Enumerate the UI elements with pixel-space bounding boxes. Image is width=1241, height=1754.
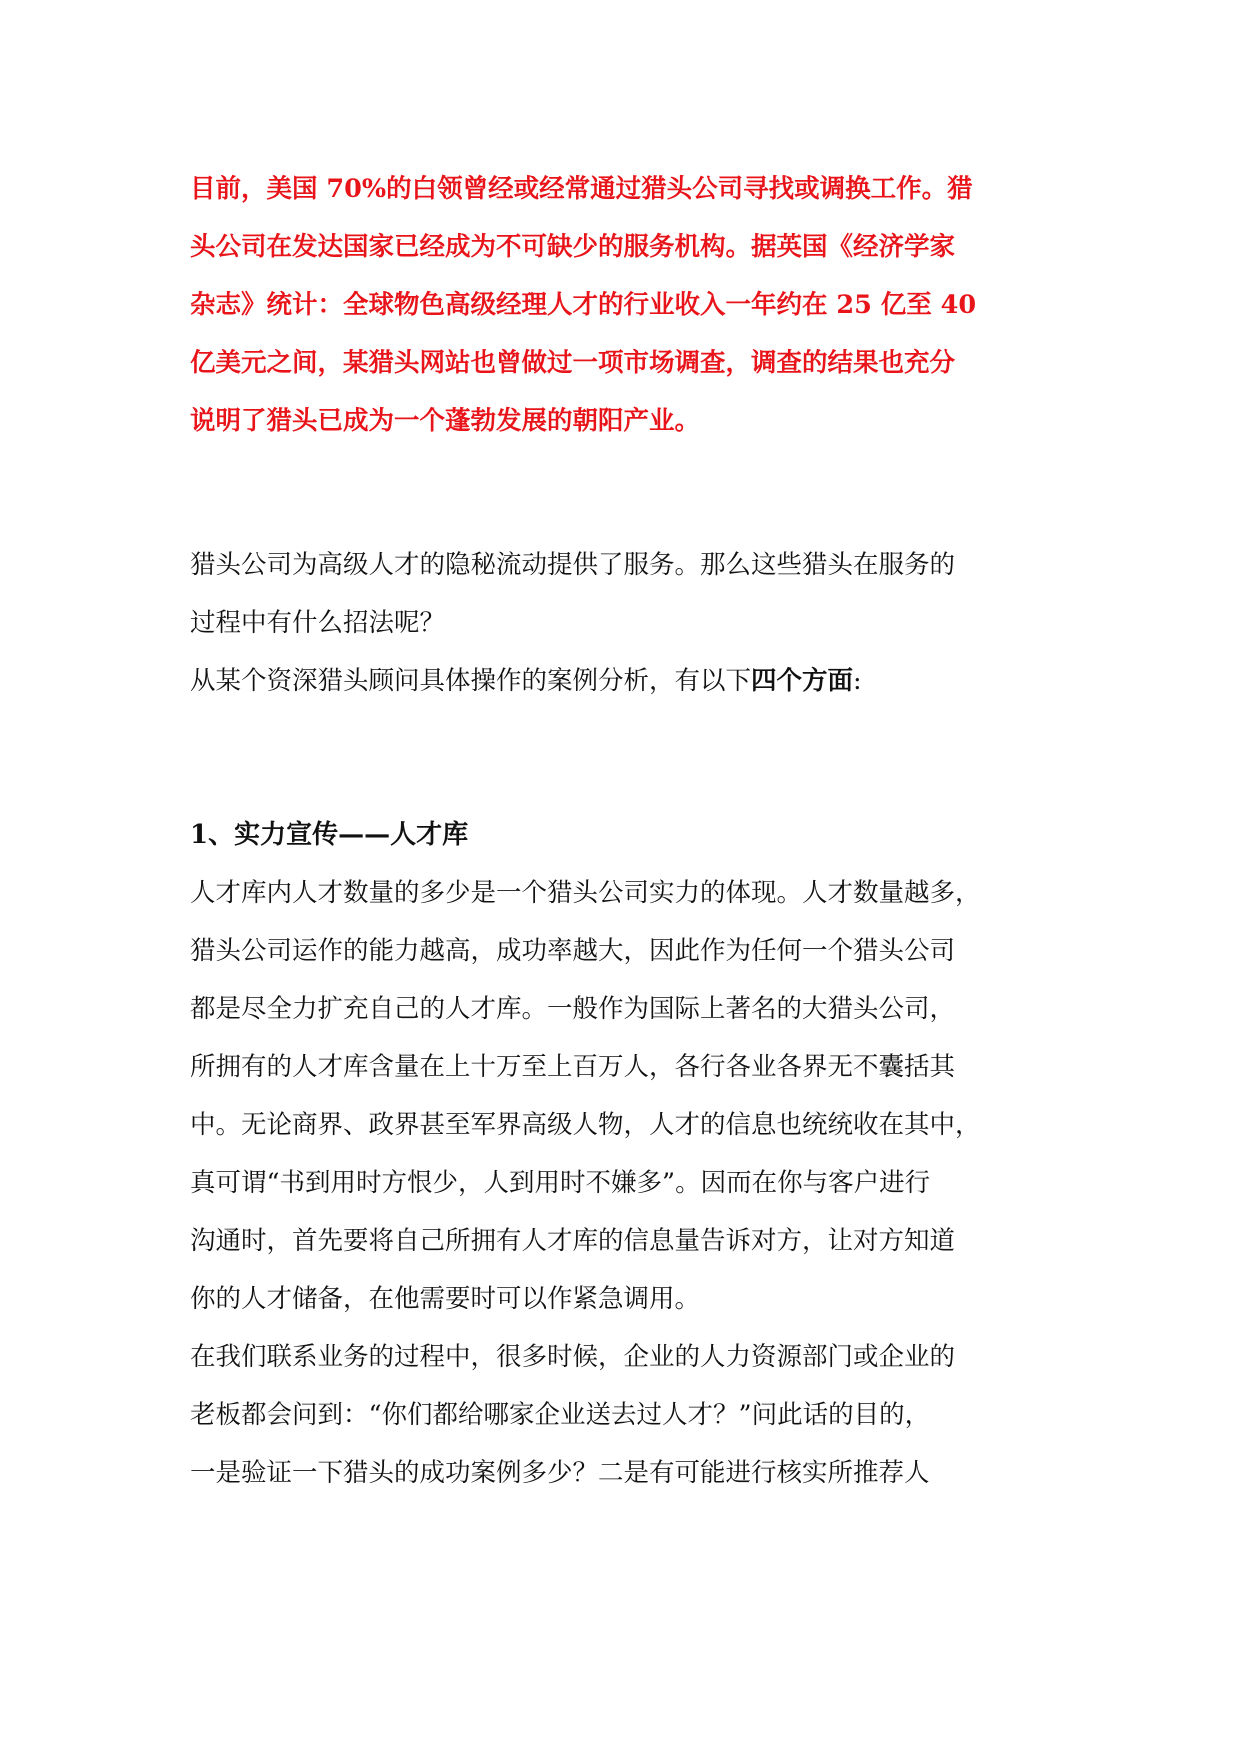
- intro-line: 说明了猎头已成为一个蓬勃发展的朝阳产业。: [190, 406, 701, 436]
- paragraph-talent-pool: [190, 864, 1070, 1328]
- intro-line: 杂志》统计：全球物色高级经理人才的行业收入一年约在 25 亿至 40: [190, 290, 977, 320]
- four-aspects-prefix: 从某个资深猎头顾问具体操作的案例分析，有以下: [190, 666, 752, 696]
- paragraph-business-contact: [190, 1328, 1070, 1502]
- paragraph-line: 猎头公司为高级人才的隐秘流动提供了服务。那么这些猎头在服务的: [190, 550, 956, 580]
- paragraph-services: [190, 536, 1070, 710]
- intro-line: 目前，美国 70%的白领曾经或经常通过猎头公司寻找或调换工作。猎: [190, 174, 973, 204]
- paragraph-line: 都是尽全力扩充自己的人才库。一般作为国际上著名的大猎头公司，: [190, 994, 956, 1024]
- four-aspects-bold: 四个方面: [751, 666, 854, 696]
- paragraph-four-aspects: [190, 652, 1070, 710]
- paragraph-line: 过程中有什么招法呢？: [190, 608, 446, 638]
- paragraph-line: 在我们联系业务的过程中，很多时候，企业的人力资源部门或企业的: [190, 1342, 956, 1372]
- spacer: [190, 710, 1070, 806]
- paragraph-line: 你的人才储备，在他需要时可以作紧急调用。: [190, 1284, 701, 1314]
- paragraph-line: 沟通时，首先要将自己所拥有人才库的信息量告诉对方，让对方知道: [190, 1226, 956, 1256]
- paragraph-line: 老板都会问到：“你们都给哪家企业送去过人才？”问此话的目的，: [190, 1400, 931, 1430]
- paragraph-line: 一是验证一下猎头的成功案例多少？二是有可能进行核实所推荐人: [190, 1458, 930, 1488]
- document-content: [190, 160, 1070, 1502]
- intro-line: 亿美元之间，某猎头网站也曾做过一项市场调查，调查的结果也充分: [190, 348, 956, 378]
- four-aspects-suffix: :: [853, 666, 862, 696]
- spacer: [190, 450, 1070, 536]
- paragraph-line: 所拥有的人才库含量在上十万至上百万人，各行各业各界无不囊括其: [190, 1052, 956, 1082]
- section-heading: 1、实力宣传——人才库: [190, 820, 469, 850]
- paragraph-line: 真可谓“书到用时方恨少，人到用时不嫌多”。因而在你与客户进行: [190, 1168, 931, 1198]
- paragraph-line: 猎头公司运作的能力越高，成功率越大，因此作为任何一个猎头公司: [190, 936, 956, 966]
- paragraph-line: 中。无论商界、政界甚至军界高级人物，人才的信息也统统收在其中，: [190, 1110, 981, 1140]
- intro-line: 头公司在发达国家已经成为不可缺少的服务机构。据英国《经济学家: [190, 232, 956, 262]
- paragraph-line: 人才库内人才数量的多少是一个猎头公司实力的体现。人才数量越多，: [190, 878, 981, 908]
- intro-paragraph: [190, 160, 1070, 450]
